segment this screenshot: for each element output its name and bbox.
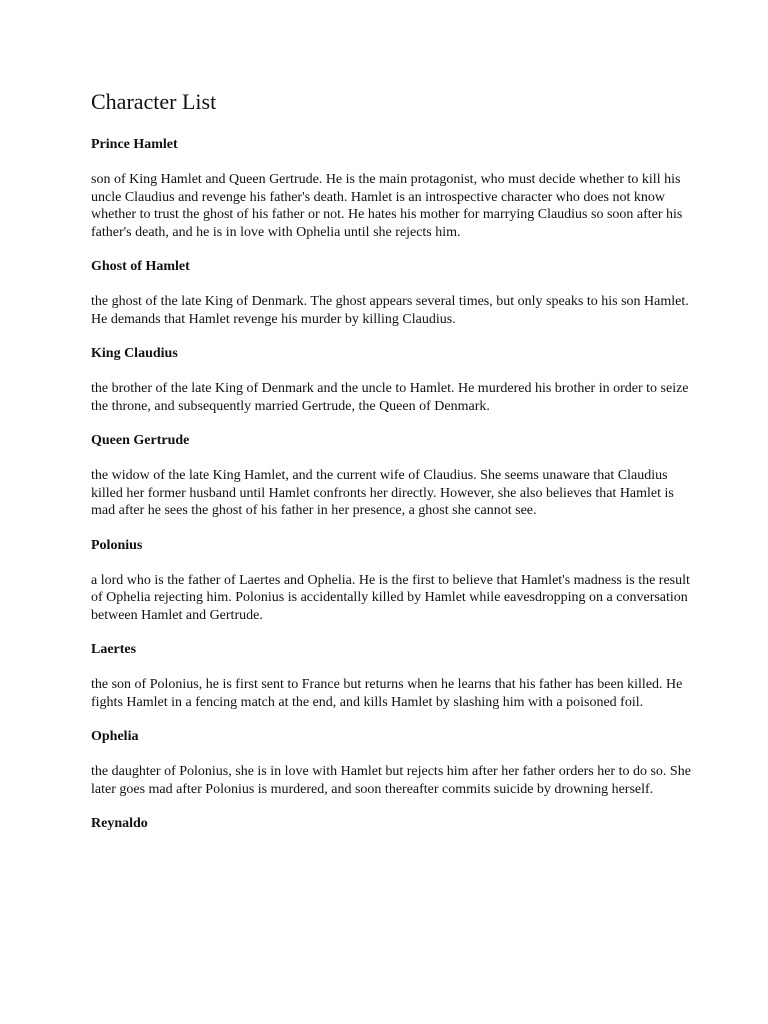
- character-entry-laertes: [91, 641, 691, 711]
- document-page: [91, 88, 691, 833]
- character-name: Laertes: [91, 642, 137, 657]
- character-name: Prince Hamlet: [91, 137, 178, 152]
- character-description: the brother of the late King of Denmark and the uncle to Hamlet. He murdered his brother in order to seize the throne, and subsequently married Gertrude, the Queen of Denmark.: [91, 381, 689, 414]
- character-entry-ophelia: [91, 728, 691, 798]
- character-description: the son of Polonius, he is first sent to France but returns when he learns that his father has been killed. He fights Hamlet in a fencing match at the end, and kills Hamlet by slashing him with a poisoned foil.: [91, 677, 683, 710]
- character-name: Ghost of Hamlet: [91, 259, 190, 274]
- page-title: Character List: [91, 89, 217, 114]
- character-description: son of King Hamlet and Queen Gertrude. He is the main protagonist, who must decide whether to kill his uncle Claudius and revenge his father's death. Hamlet is an introspective character who does not know whether to trust the ghost of his father or not. He hates his mother for marrying Claudius so soon after his father's death, and he is in love with Ophelia until she rejects him.: [91, 172, 683, 240]
- character-entry-ghost-of-hamlet: [91, 258, 691, 328]
- character-name: Queen Gertrude: [91, 433, 190, 448]
- character-entry-queen-gertrude: [91, 432, 691, 520]
- character-description: the ghost of the late King of Denmark. The ghost appears several times, but only speaks to his son Hamlet. He demands that Hamlet revenge his murder by killing Claudius.: [91, 294, 689, 327]
- character-name: King Claudius: [91, 346, 178, 361]
- character-name: Ophelia: [91, 729, 139, 744]
- character-entry-reynaldo: [91, 815, 691, 833]
- character-entry-polonius: [91, 537, 691, 625]
- character-description: the daughter of Polonius, she is in love with Hamlet but rejects him after her father orders her to do so. She later goes mad after Polonius is murdered, and soon thereafter commits suicide by drowning herself.: [91, 764, 691, 797]
- character-name: Polonius: [91, 537, 143, 553]
- character-description: a lord who is the father of Laertes and Ophelia. He is the first to believe that Hamlet's madness is the result of Ophelia rejecting him. Polonius is accidentally killed by Hamlet while eavesdropping on a conversation between Hamlet and Gertrude.: [91, 572, 690, 623]
- character-entry-king-claudius: [91, 345, 691, 415]
- character-name: Reynaldo: [91, 816, 148, 831]
- character-entry-prince-hamlet: [91, 136, 691, 241]
- character-description: the widow of the late King Hamlet, and the current wife of Claudius. She seems unaware that Claudius killed her former husband until Hamlet confronts her directly. However, she also believes that Hamlet is mad after he sees the ghost of his father in her presence, a ghost she cannot see.: [91, 468, 674, 518]
